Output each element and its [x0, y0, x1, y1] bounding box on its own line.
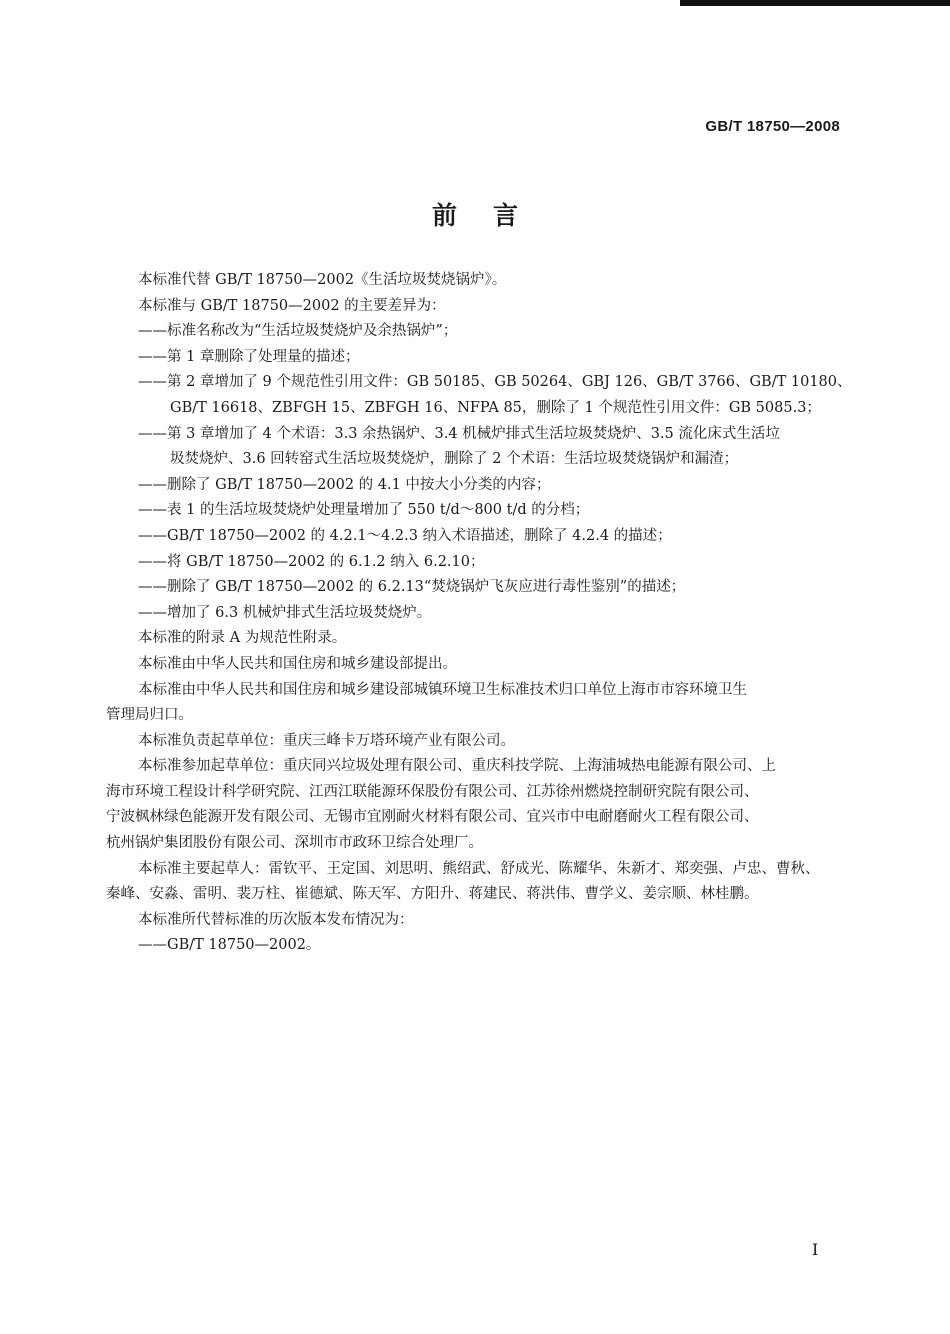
top-rule	[680, 0, 950, 6]
paragraph-continuation: 秦峰、安淼、雷明、裴万柱、崔德斌、陈天军、方阳升、蒋建民、蒋洪伟、曹学义、姜宗顺、林桂鹏。	[106, 886, 759, 903]
paragraph-continuation: 海市环境工程设计科学研究院、江西江联能源环保股份有限公司、江苏徐州燃烧控制研究院有限公司、	[106, 783, 759, 800]
list-item: ——删除了 GB/T 18750—2002 的 4.1 中按大小分类的内容；	[138, 476, 551, 493]
paragraph-line: 本标准主要起草人：雷钦平、王定国、刘思明、熊绍武、舒成光、陈耀华、朱新才、郑奕强、卢忠、曹秋、	[138, 860, 820, 877]
standard-code: GB/T 18750—2008	[705, 118, 840, 135]
list-item: ——GB/T 18750—2002。	[138, 937, 321, 954]
paragraph-continuation: 杭州锅炉集团股份有限公司、深圳市市政环卫综合处理厂。	[106, 835, 483, 852]
list-item: ——增加了 6.3 机械炉排式生活垃圾焚烧炉。	[138, 604, 432, 621]
foreword-body	[106, 268, 852, 959]
paragraph-line: 本标准由中华人民共和国住房和城乡建设部城镇环境卫生标准技术归口单位上海市市容环境卫生	[138, 681, 747, 698]
paragraph-line: 本标准由中华人民共和国住房和城乡建设部提出。	[138, 655, 457, 672]
list-item: ——第 1 章删除了处理量的描述；	[138, 348, 360, 365]
paragraph-line: 本标准参加起草单位：重庆同兴垃圾处理有限公司、重庆科技学院、上海浦城热电能源有限公司、上	[138, 758, 776, 775]
page-title: 前言	[431, 201, 554, 230]
paragraph-line: 本标准与 GB/T 18750—2002 的主要差异为：	[138, 297, 446, 314]
page-number: I	[812, 1240, 819, 1259]
paragraph-line: 本标准负责起草单位：重庆三峰卡万塔环境产业有限公司。	[138, 732, 515, 749]
list-item: ——GB/T 18750—2002 的 4.2.1～4.2.3 纳入术语描述，删除了 4.2.4 的描述；	[138, 527, 672, 544]
paragraph-continuation: 管理局归口。	[106, 707, 193, 724]
list-item: ——第 2 章增加了 9 个规范性引用文件：GB 50185、GB 50264、GBJ 126、GB/T 3766、GB/T 10180、	[138, 374, 852, 391]
paragraph-line: 本标准的附录 A 为规范性附录。	[138, 630, 347, 647]
list-item: ——标准名称改为“生活垃圾焚烧炉及余热锅炉”；	[138, 323, 458, 340]
list-item: ——第 3 章增加了 4 个术语：3.3 余热锅炉、3.4 机械炉排式生活垃圾焚烧炉、3.5 流化床式生活垃	[138, 425, 780, 442]
paragraph-line: 本标准所代替标准的历次版本发布情况为：	[138, 911, 414, 928]
list-item-continuation: 圾焚烧炉、3.6 回转窑式生活垃圾焚烧炉，删除了 2 个术语：生活垃圾焚烧锅炉和漏渣；	[170, 451, 739, 468]
list-item-continuation: GB/T 16618、ZBFGH 15、ZBFGH 16、NFPA 85，删除了 1 个规范性引用文件：GB 5085.3；	[170, 399, 821, 416]
paragraph-line: 本标准代替 GB/T 18750—2002《生活垃圾焚烧锅炉》。	[138, 272, 507, 288]
list-item: ——将 GB/T 18750—2002 的 6.1.2 纳入 6.2.10；	[138, 553, 485, 570]
paragraph-continuation: 宁波枫林绿色能源开发有限公司、无锡市宜刚耐火材料有限公司、宜兴市中电耐磨耐火工程有限公司、	[106, 809, 759, 826]
list-item: ——表 1 的生活垃圾焚烧炉处理量增加了 550 t/d～800 t/d 的分档；	[138, 502, 590, 519]
list-item: ——删除了 GB/T 18750—2002 的 6.2.13“焚烧锅炉飞灰应进行毒性鉴别”的描述；	[138, 579, 686, 596]
